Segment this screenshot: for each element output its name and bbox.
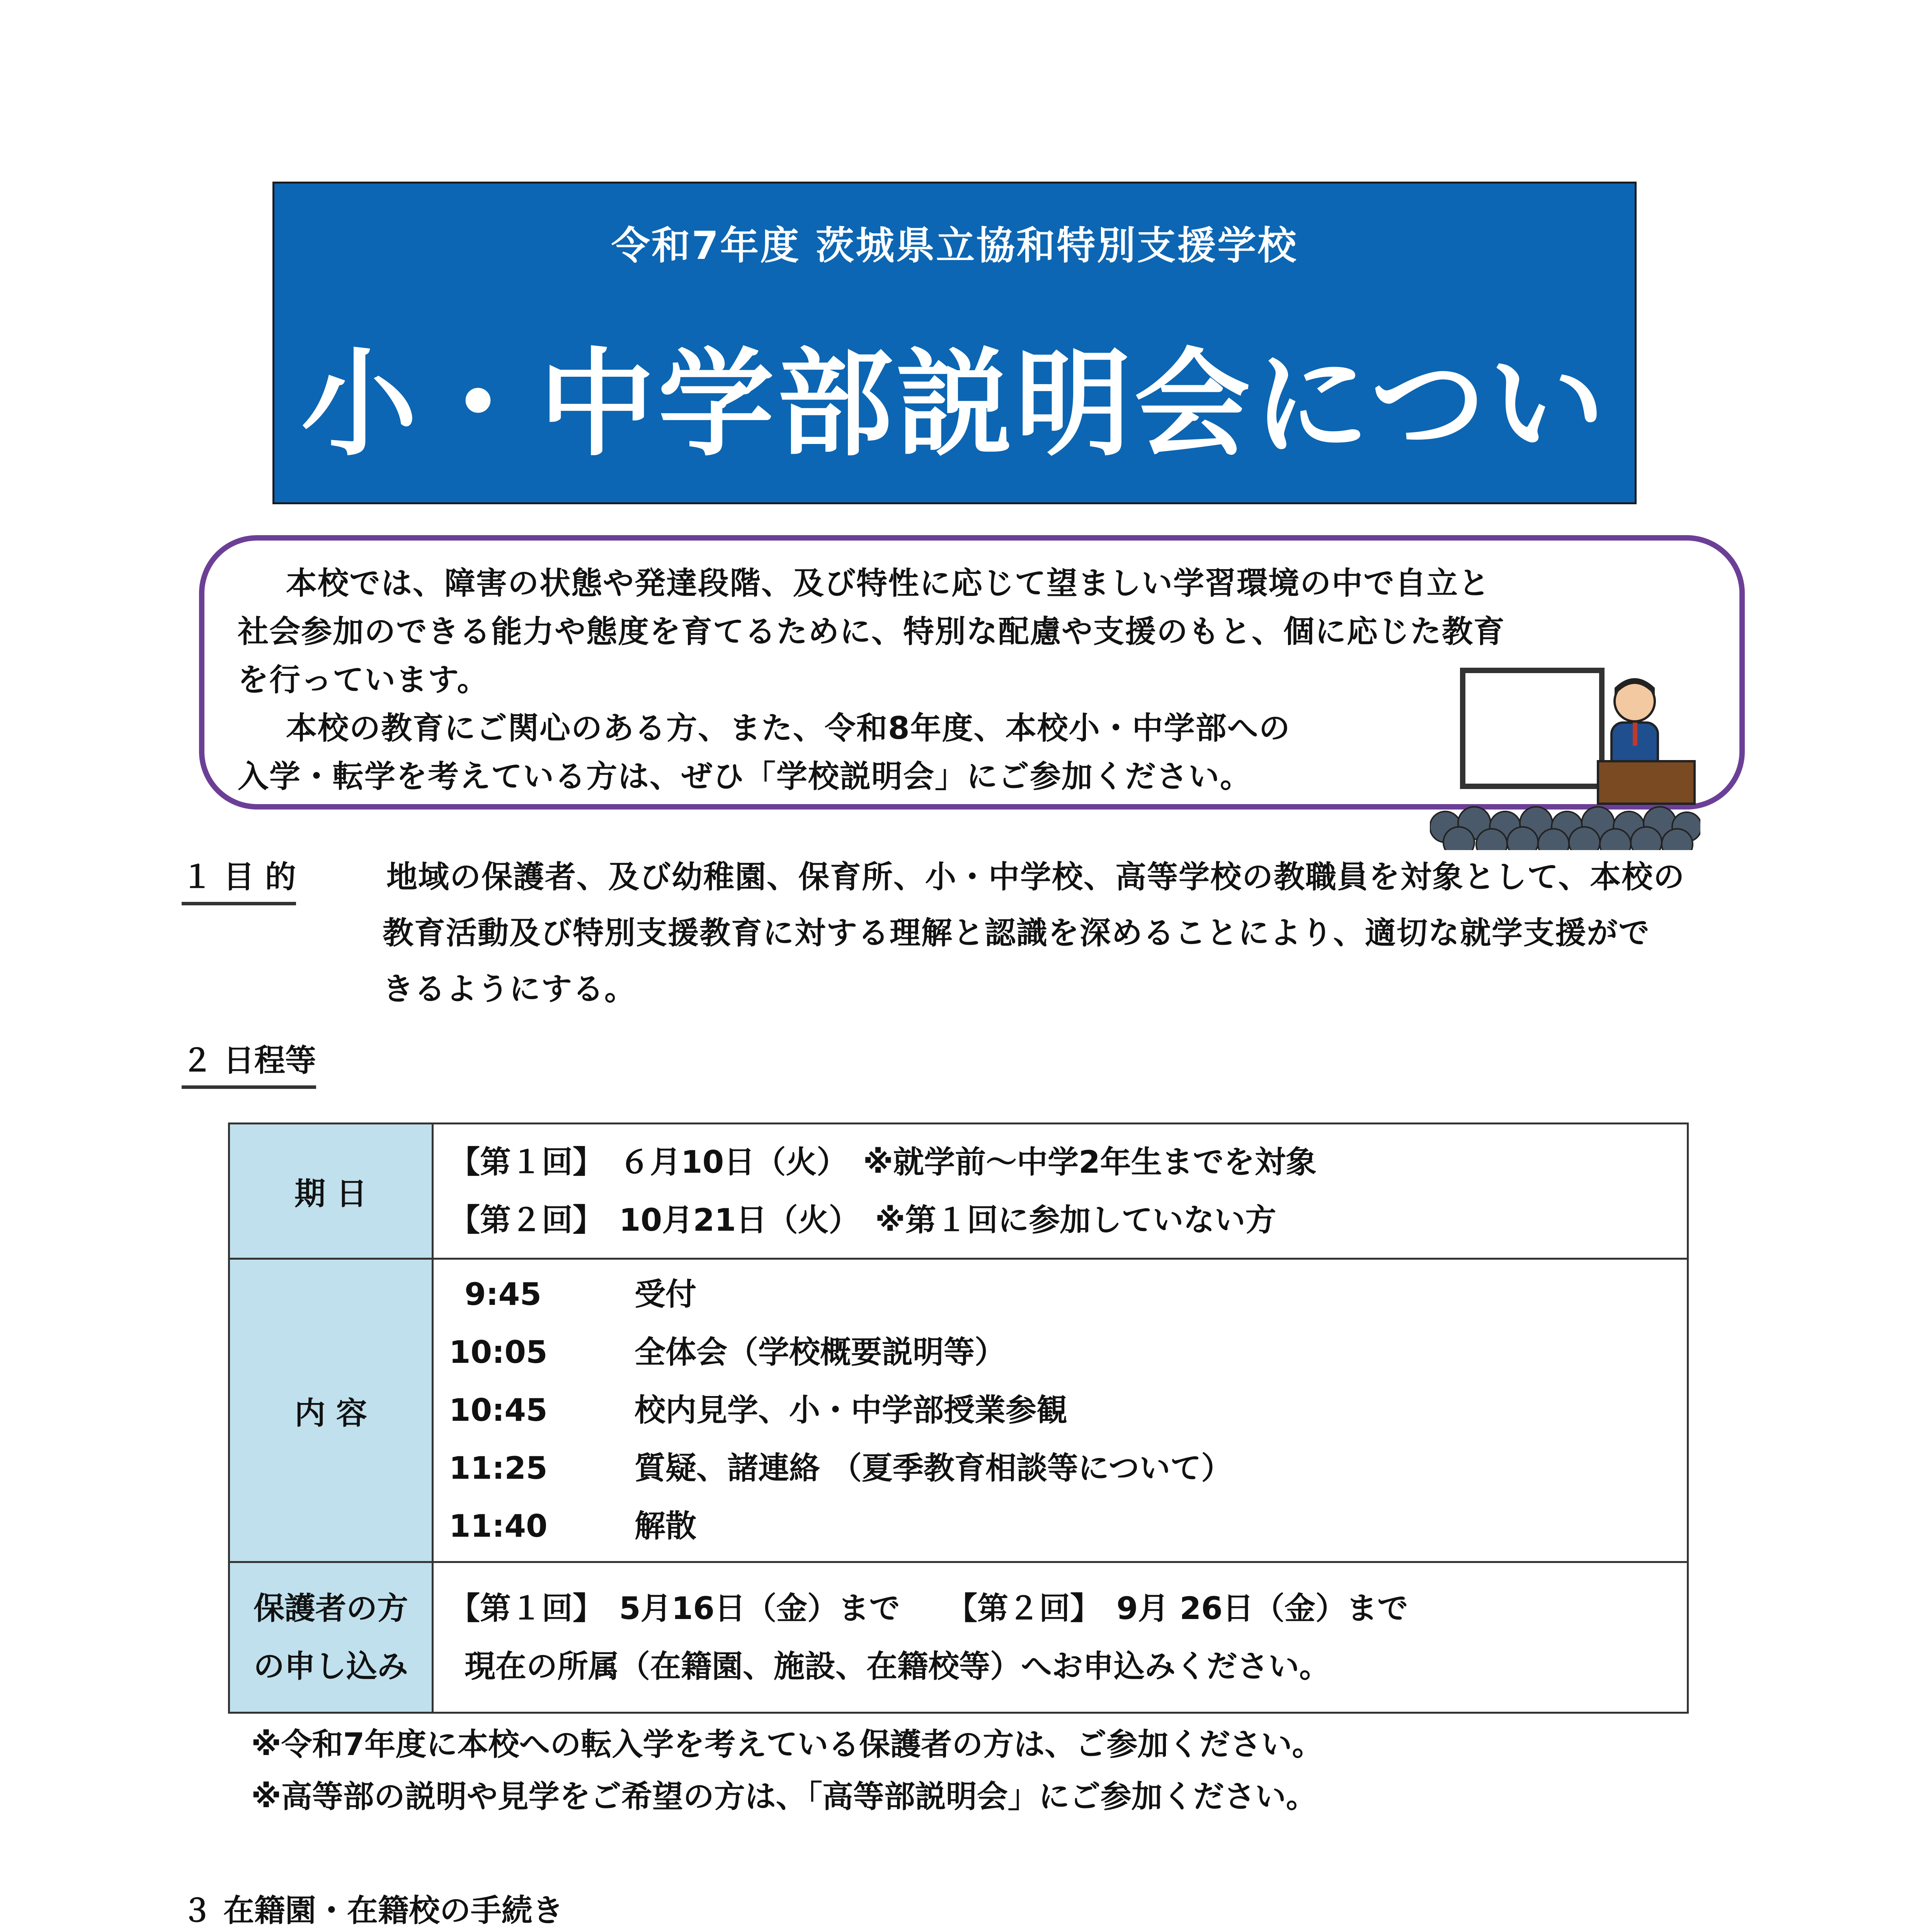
schedule-row [449,1265,1686,1323]
schedule-time: 10:05 [449,1334,548,1370]
application-cell [433,1562,1688,1713]
schedule-time: 10:45 [449,1392,548,1428]
purpose-line: 教育活動及び特別支援教育に対する理解と認識を深めることにより、適切な就学支援がで [383,915,1650,951]
date-line: 【第１回】 ６月10日（火） ※就学前～中学2年生までを対象 [449,1144,1317,1180]
date-label: 期 日 [229,1124,433,1259]
date-cell [433,1124,1688,1259]
application-line: 【第１回】 5月16日（金）まで 【第２回】 9月 26日（金）まで [449,1590,1408,1626]
intro-line: を行っています。 [238,662,489,698]
schedule-time: 9:45 [465,1276,541,1312]
banner-subtitle: 令和7年度 茨城県立協和特別支援学校 [611,223,1298,268]
intro-line: 本校では、障害の状態や発達段階、及び特性に応じて望ましい学習環境の中で自立と [286,565,1490,601]
application-label [229,1562,433,1713]
schedule-item: 質疑、諸連絡 （夏季教育相談等について） [635,1450,1232,1486]
schedule-row [449,1439,1686,1497]
application-label-line: の申し込み [254,1648,408,1684]
purpose-line: きるようにする。 [383,971,636,1007]
section1-heading: １ 目 的 [182,852,296,905]
schedule-row [449,1497,1686,1555]
table-row [229,1562,1688,1713]
application-label-line: 保護者の方 [254,1590,408,1626]
schedule-item: 受付 [635,1276,696,1312]
schedule-table [228,1122,1689,1714]
section3-heading: ３ 在籍園・在籍校の手続き [182,1886,563,1932]
schedule-item: 全体会（学校概要説明等） [635,1334,1006,1370]
application-line: 現在の所属（在籍園、施設、在籍校等）へお申込みください。 [465,1648,1330,1684]
content-cell [433,1259,1688,1562]
schedule-item: 解散 [635,1508,696,1544]
purpose-line: 地域の保護者、及び幼稚園、保育所、小・中学校、高等学校の教職員を対象として、本校の [386,859,1685,895]
intro-line: 本校の教育にご関心のある方、また、令和8年度、本校小・中学部への [286,710,1291,746]
section2-heading: ２ 日程等 [182,1036,316,1089]
date-line: 【第２回】 10月21日（火） ※第１回に参加していない方 [449,1202,1276,1238]
content-label: 内 容 [229,1259,433,1562]
intro-line: 社会参加のできる能力や態度を育てるために、特別な配慮や支援のもと、個に応じた教育 [238,614,1505,650]
note-line: ※高等部の説明や見学をご希望の方は、「高等部説明会」にご参加ください。 [251,1779,1317,1815]
schedule-row [449,1323,1686,1381]
page-title: 小・中学部説明会について [301,337,1608,638]
note-line: ※令和7年度に本校への転入学を考えている保護者の方は、ご参加ください。 [251,1726,1323,1762]
schedule-row [449,1381,1686,1439]
schedule-time: 11:40 [449,1508,548,1544]
presenter-icon [1430,665,1700,850]
table-row [229,1124,1688,1259]
schedule-item: 校内見学、小・中学部授業参観 [635,1392,1067,1428]
table-row [229,1259,1688,1562]
schedule-time: 11:25 [449,1450,548,1486]
intro-line: 入学・転学を考えている方は、ぜひ「学校説明会」にご参加ください。 [238,759,1252,794]
